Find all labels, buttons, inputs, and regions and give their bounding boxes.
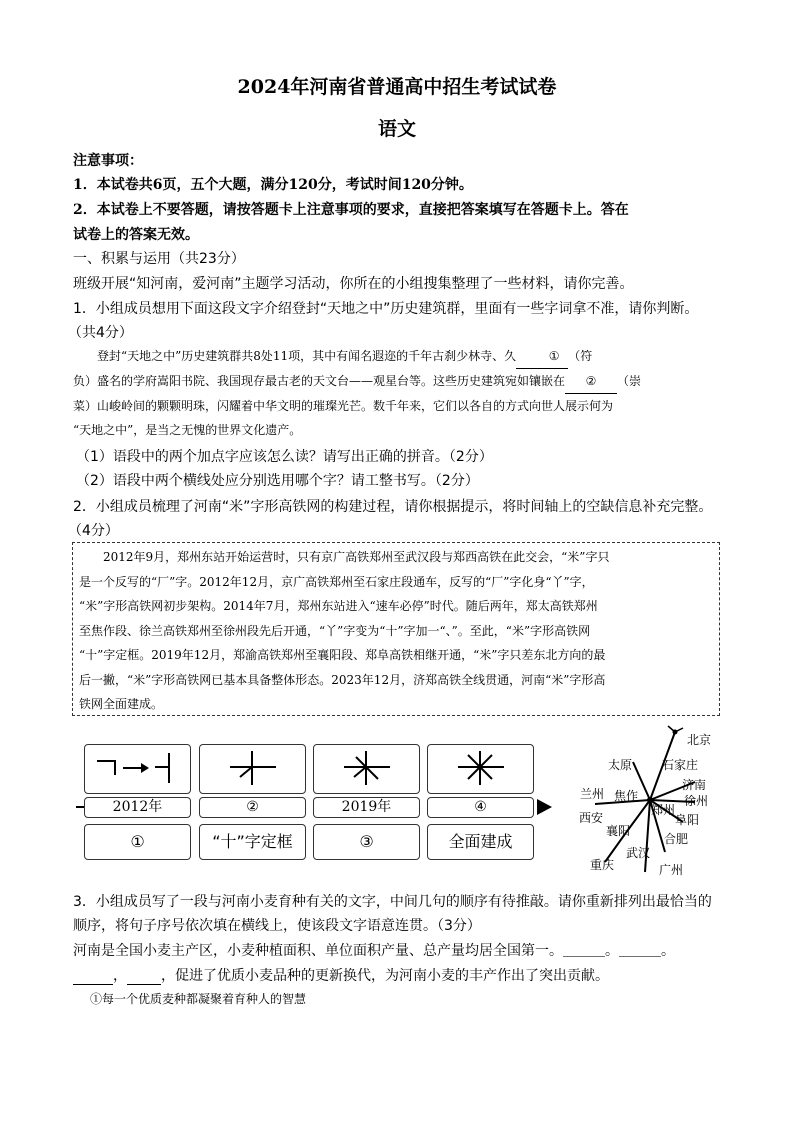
q1-passage-text: 负）盛名的学府嵩阳书院、我国现存最古老的天文台——观星台等。这些历史建筑宛如镶嵌在: [73, 374, 566, 388]
timeline-top-2: ②: [199, 797, 306, 818]
timeline-top-3: 2019年: [313, 797, 420, 818]
q3-text-line-1: 河南是全国小麦主产区，小麦种植面积、单位面积产量、总产量均居全国第一。＿＿＿。＿＿＿。: [73, 943, 675, 959]
map-city: 阜阳: [675, 813, 700, 827]
q2-material-box: [72, 542, 720, 716]
q2-material-line: 至焦作段、徐兰高铁郑州至徐州段先后开通，“丫”字变为“十”字加一“、”。至此，“米”字形高铁网: [79, 623, 591, 638]
timeline-top-4: ④: [427, 797, 534, 818]
timeline-glyph-stage-4: [427, 744, 534, 794]
timeline-glyph-stage-2: [199, 744, 306, 794]
q1-sub-2: （2）语段中两个横线处应分别选用哪个字？请工整书写。（2分）: [76, 473, 479, 489]
q3-blank: [73, 968, 113, 985]
q3-prompt-cont: 顺序，将句子序号依次填在横线上，使该段文字语意连贯。（3分）: [73, 918, 481, 934]
notice-item-2: 2．本试卷上不要答题，请按答题卡上注意事项的要求，直接把答案填写在答题卡上。答在: [73, 202, 629, 218]
notice-item-1: 1．本试卷共6页，五个大题，满分120分，考试时间120分钟。: [73, 177, 473, 193]
section-heading: 一、积累与运用（共23分）: [73, 251, 245, 267]
timeline-bottom-2: “十”字定框: [199, 824, 306, 860]
q2-material-line: 2012年9月，郑州东站开始运营时，只有京广高铁郑州至武汉段与郑西高铁在此交会，“米”字只: [103, 550, 610, 564]
q3-text: ，促进了优质小麦品种的更新换代，为河南小麦的丰产作出了突出贡献。: [161, 968, 609, 984]
q1-passage-text: 登封“天地之中”历史建筑群共8处11项，其中有闻名遐迩的千年古刹少林寺、久: [97, 349, 517, 363]
q2-material-line: 铁网全面建成。: [79, 697, 164, 711]
map-city: 焦作: [614, 789, 639, 803]
q1-blank-2: ②: [565, 369, 617, 394]
q2-prompt: 2．小组成员梳理了河南“米”字形高铁网的构建过程，请你根据提示，将时间轴上的空缺信息补充完整。: [73, 499, 713, 515]
q3-text-line-2: [73, 965, 609, 985]
notice-item-2-cont: 试卷上的答案无效。: [73, 227, 199, 243]
q3-option-1: ①每一个优质麦种都凝聚着育种人的智慧: [90, 992, 307, 1006]
q1-points: （共4分）: [68, 325, 133, 341]
q3-blank: [127, 968, 161, 985]
q2-material-line: “十”字定框。2019年12月，郑渝高铁郑州至襄阳段、郑阜高铁相继开通，“米”字只差东北方向的最: [79, 648, 606, 662]
map-city: 重庆: [590, 858, 615, 872]
q3-text: ，: [113, 968, 127, 984]
q2-points: （4分）: [68, 523, 119, 539]
timeline-bottom-1: ①: [84, 824, 191, 860]
timeline-glyph-stage-3: [313, 744, 420, 794]
map-city: 石家庄: [662, 758, 699, 772]
q3-prompt: 3．小组成员写了一段与河南小麦育种有关的文字，中间几句的顺序有待推敲。请你重新排列出最恰当的: [73, 894, 712, 910]
q1-prompt: 1．小组成员想用下面这段文字介绍登封“天地之中”历史建筑群，里面有一些字词拿不准，请你判断。: [73, 301, 699, 317]
page-title: 2024年河南省普通高中招生考试试卷: [237, 76, 557, 98]
map-city: 徐州: [684, 794, 709, 808]
map-city: 武汉: [626, 846, 651, 860]
map-city: 广州: [659, 863, 684, 877]
timeline-top-1: 2012年: [84, 797, 191, 818]
subject-title: 语文: [377, 118, 416, 140]
timeline-bottom-3: ③: [313, 824, 420, 860]
q1-passage: [73, 344, 713, 442]
timeline-glyph-stage-1: [84, 744, 191, 794]
map-city: 西安: [579, 811, 604, 825]
q1-sub-1: （1）语段中的两个加点字应该怎么读？请写出正确的拼音。（2分）: [76, 449, 493, 465]
q2-material-line: 后一撇，“米”字形高铁网已基本具备整体形态。2023年12月，济郑高铁全线贯通，河南“米”字形高: [79, 672, 606, 687]
map-city: 兰州: [580, 787, 605, 801]
q1-blank-1: ①: [516, 344, 568, 369]
q1-passage-text: （崇: [617, 374, 642, 388]
map-city: 襄阳: [606, 824, 631, 838]
section-intro: 班级开展“知河南，爱河南”主题学习活动，你所在的小组搜集整理了一些材料，请你完善。: [73, 276, 634, 292]
q1-passage-text: （符: [568, 349, 593, 363]
notice-heading: 注意事项：: [73, 153, 143, 169]
timeline-bottom-4: 全面建成: [427, 824, 534, 860]
map-city: 济南: [682, 778, 707, 792]
map-city: 太原: [608, 758, 633, 772]
q1-passage-text: 菜）山峻岭间的颗颗明珠，闪耀着中华文明的璀璨光芒。数千年来，它们以各自的方式向世人展示何为: [73, 399, 614, 413]
q2-material-line: 是一个反写的“厂”字。2012年12月，京广高铁郑州至石家庄段通车，反写的“厂”字化身“丫”字，: [79, 574, 594, 589]
map-city: 郑州: [651, 803, 676, 817]
q2-material-line: “米”字形高铁网初步架构。2014年7月，郑州东站进入“速车必停”时代。随后两年，郑太高铁郑州: [79, 599, 598, 613]
map-city: 北京: [687, 733, 712, 747]
map-city: 合肥: [664, 832, 689, 846]
q1-passage-text: “天地之中”，是当之无愧的世界文化遗产。: [73, 423, 302, 437]
